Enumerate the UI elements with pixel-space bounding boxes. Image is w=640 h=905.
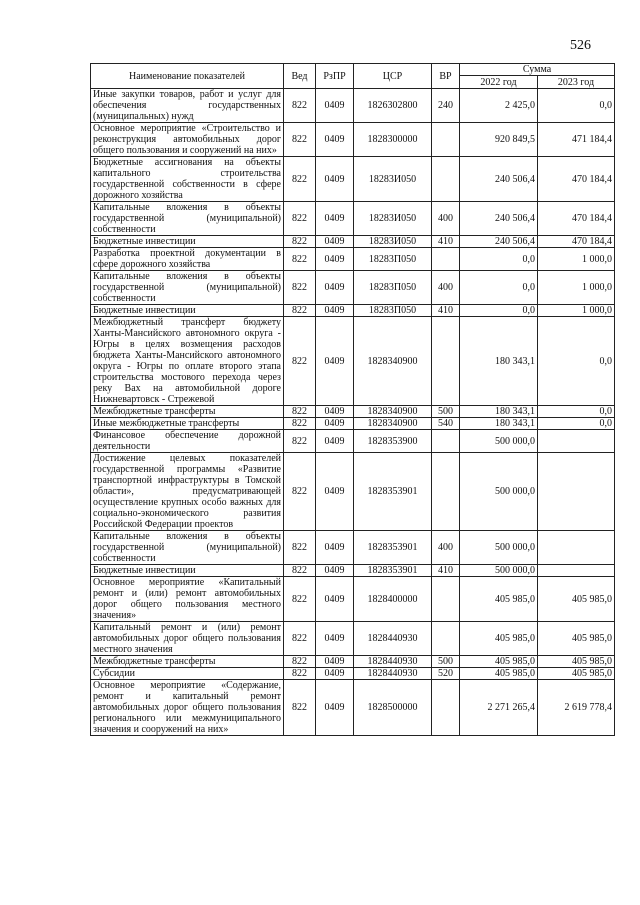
row-name: Достижение целевых показателей государственной программы «Развитие транспортной инфраструктуры в Томской области», предусматривающей осуществление крупных особо важных для социально-экономического развития Российской Федерации проектов	[91, 453, 284, 531]
row-ved: 822	[284, 680, 316, 736]
row-ved: 822	[284, 305, 316, 317]
row-sum-2023: 470 184,4	[538, 202, 615, 236]
header-2023: 2023 год	[538, 76, 615, 89]
row-name: Капитальные вложения в объекты государственной (муниципальной) собственности	[91, 271, 284, 305]
row-name: Иные межбюджетные трансферты	[91, 418, 284, 430]
row-sum-2023: 0,0	[538, 317, 615, 406]
row-csr: 18283П050	[354, 305, 432, 317]
row-name: Межбюджетный трансферт бюджету Ханты-Мансийского автономного округа - Югры в целях возмещения расходов бюджета Ханты-Мансийского автономного округа - Югры по оплате второго этапа строительства мостового перехода через реку Вах на автомобильной дороге Нижневартовск - Стрежевой	[91, 317, 284, 406]
row-sum-2023: 405 985,0	[538, 668, 615, 680]
table-row	[91, 236, 615, 248]
row-sum-2022: 2 425,0	[460, 89, 538, 123]
row-rzpr: 0409	[316, 680, 354, 736]
row-rzpr: 0409	[316, 577, 354, 622]
row-sum-2023: 1 000,0	[538, 248, 615, 271]
row-vr: 540	[432, 418, 460, 430]
row-sum-2023	[538, 565, 615, 577]
row-csr: 18283П050	[354, 248, 432, 271]
row-rzpr: 0409	[316, 406, 354, 418]
row-csr: 1828500000	[354, 680, 432, 736]
row-csr: 1828353900	[354, 430, 432, 453]
row-ved: 822	[284, 406, 316, 418]
row-vr	[432, 680, 460, 736]
row-rzpr: 0409	[316, 656, 354, 668]
row-csr: 1828353901	[354, 531, 432, 565]
row-csr: 1828440930	[354, 656, 432, 668]
row-vr: 240	[432, 89, 460, 123]
row-sum-2022: 405 985,0	[460, 622, 538, 656]
header-rzpr: РзПР	[316, 64, 354, 89]
row-csr: 1828440930	[354, 668, 432, 680]
row-rzpr: 0409	[316, 157, 354, 202]
row-vr	[432, 317, 460, 406]
row-ved: 822	[284, 236, 316, 248]
row-csr: 1828400000	[354, 577, 432, 622]
row-sum-2023	[538, 453, 615, 531]
row-name: Бюджетные инвестиции	[91, 305, 284, 317]
row-sum-2022: 240 506,4	[460, 236, 538, 248]
row-name: Межбюджетные трансферты	[91, 406, 284, 418]
table-row	[91, 418, 615, 430]
table-row	[91, 202, 615, 236]
row-name: Бюджетные инвестиции	[91, 565, 284, 577]
table-row	[91, 157, 615, 202]
row-vr: 500	[432, 656, 460, 668]
row-vr	[432, 622, 460, 656]
row-ved: 822	[284, 248, 316, 271]
row-name: Основное мероприятие «Капитальный ремонт и (или) ремонт автомобильных дорог общего пользования местного значения»	[91, 577, 284, 622]
row-sum-2022: 180 343,1	[460, 418, 538, 430]
header-sum: Сумма	[460, 64, 615, 76]
row-sum-2022: 920 849,5	[460, 123, 538, 157]
row-name: Основное мероприятие «Содержание, ремонт и капитальный ремонт автомобильных дорог общего пользования регионального или межмуниципального значения и сооружений на них»	[91, 680, 284, 736]
row-rzpr: 0409	[316, 430, 354, 453]
table-row	[91, 531, 615, 565]
table-row	[91, 406, 615, 418]
row-name: Субсидии	[91, 668, 284, 680]
row-vr	[432, 157, 460, 202]
row-sum-2022: 2 271 265,4	[460, 680, 538, 736]
row-name: Бюджетные ассигнования на объекты капитального строительства государственной собственности в сфере дорожного хозяйства	[91, 157, 284, 202]
row-sum-2023	[538, 430, 615, 453]
row-rzpr: 0409	[316, 565, 354, 577]
row-name: Межбюджетные трансферты	[91, 656, 284, 668]
header-2022: 2022 год	[460, 76, 538, 89]
row-sum-2023: 471 184,4	[538, 123, 615, 157]
table-row	[91, 271, 615, 305]
row-rzpr: 0409	[316, 668, 354, 680]
row-sum-2023	[538, 531, 615, 565]
table-row	[91, 565, 615, 577]
row-vr: 410	[432, 565, 460, 577]
row-rzpr: 0409	[316, 305, 354, 317]
row-csr: 18283И050	[354, 236, 432, 248]
table-row	[91, 622, 615, 656]
row-sum-2023: 0,0	[538, 418, 615, 430]
row-name: Капитальный ремонт и (или) ремонт автомобильных дорог общего пользования местного значения	[91, 622, 284, 656]
row-csr: 1828340900	[354, 418, 432, 430]
row-vr	[432, 248, 460, 271]
row-csr: 18283П050	[354, 271, 432, 305]
row-vr: 500	[432, 406, 460, 418]
row-ved: 822	[284, 622, 316, 656]
row-csr: 1828353901	[354, 565, 432, 577]
row-sum-2022: 0,0	[460, 271, 538, 305]
row-vr	[432, 577, 460, 622]
row-ved: 822	[284, 202, 316, 236]
row-sum-2022: 0,0	[460, 248, 538, 271]
row-ved: 822	[284, 89, 316, 123]
row-rzpr: 0409	[316, 123, 354, 157]
row-csr: 1828340900	[354, 317, 432, 406]
row-rzpr: 0409	[316, 453, 354, 531]
header-vr: ВР	[432, 64, 460, 89]
table-row	[91, 89, 615, 123]
row-csr: 1826302800	[354, 89, 432, 123]
row-ved: 822	[284, 317, 316, 406]
table-row	[91, 248, 615, 271]
row-csr: 18283И050	[354, 202, 432, 236]
row-csr: 1828440930	[354, 622, 432, 656]
row-vr: 400	[432, 531, 460, 565]
row-sum-2022: 240 506,4	[460, 202, 538, 236]
table-row	[91, 453, 615, 531]
row-name: Разработка проектной документации в сфере дорожного хозяйства	[91, 248, 284, 271]
table-row	[91, 680, 615, 736]
row-sum-2023: 1 000,0	[538, 305, 615, 317]
row-name: Капитальные вложения в объекты государственной (муниципальной) собственности	[91, 202, 284, 236]
row-ved: 822	[284, 565, 316, 577]
table-row	[91, 123, 615, 157]
row-ved: 822	[284, 453, 316, 531]
row-csr: 18283И050	[354, 157, 432, 202]
row-rzpr: 0409	[316, 531, 354, 565]
row-name: Бюджетные инвестиции	[91, 236, 284, 248]
row-rzpr: 0409	[316, 89, 354, 123]
header-csr: ЦСР	[354, 64, 432, 89]
row-ved: 822	[284, 430, 316, 453]
table-body	[91, 89, 615, 736]
row-ved: 822	[284, 418, 316, 430]
row-ved: 822	[284, 668, 316, 680]
row-sum-2023: 405 985,0	[538, 656, 615, 668]
row-rzpr: 0409	[316, 202, 354, 236]
row-csr: 1828353901	[354, 453, 432, 531]
row-vr	[432, 430, 460, 453]
header-name: Наименование показателей	[91, 64, 284, 89]
row-vr: 520	[432, 668, 460, 680]
row-sum-2022: 240 506,4	[460, 157, 538, 202]
row-rzpr: 0409	[316, 317, 354, 406]
row-sum-2023: 405 985,0	[538, 577, 615, 622]
row-name: Финансовое обеспечение дорожной деятельности	[91, 430, 284, 453]
row-vr: 400	[432, 271, 460, 305]
row-rzpr: 0409	[316, 236, 354, 248]
table-row	[91, 668, 615, 680]
row-ved: 822	[284, 271, 316, 305]
table-row	[91, 430, 615, 453]
row-sum-2022: 500 000,0	[460, 453, 538, 531]
row-vr: 410	[432, 236, 460, 248]
row-sum-2022: 500 000,0	[460, 531, 538, 565]
row-ved: 822	[284, 577, 316, 622]
row-sum-2022: 180 343,1	[460, 406, 538, 418]
row-rzpr: 0409	[316, 622, 354, 656]
row-rzpr: 0409	[316, 271, 354, 305]
row-sum-2022: 500 000,0	[460, 565, 538, 577]
row-sum-2023: 2 619 778,4	[538, 680, 615, 736]
row-sum-2023: 470 184,4	[538, 157, 615, 202]
row-sum-2022: 405 985,0	[460, 577, 538, 622]
row-sum-2022: 0,0	[460, 305, 538, 317]
row-ved: 822	[284, 123, 316, 157]
row-sum-2022: 180 343,1	[460, 317, 538, 406]
row-csr: 1828340900	[354, 406, 432, 418]
row-sum-2022: 405 985,0	[460, 668, 538, 680]
row-rzpr: 0409	[316, 418, 354, 430]
budget-table	[90, 63, 615, 736]
page-number: 526	[570, 38, 591, 53]
row-vr: 410	[432, 305, 460, 317]
row-ved: 822	[284, 531, 316, 565]
row-vr	[432, 123, 460, 157]
row-name: Иные закупки товаров, работ и услуг для обеспечения государственных (муниципальных) нужд	[91, 89, 284, 123]
row-name: Капитальные вложения в объекты государственной (муниципальной) собственности	[91, 531, 284, 565]
row-ved: 822	[284, 656, 316, 668]
row-sum-2022: 500 000,0	[460, 430, 538, 453]
row-sum-2022: 405 985,0	[460, 656, 538, 668]
header-ved: Вед	[284, 64, 316, 89]
row-vr	[432, 453, 460, 531]
row-sum-2023: 405 985,0	[538, 622, 615, 656]
row-name: Основное мероприятие «Строительство и реконструкция автомобильных дорог общего пользования и сооружений на них»	[91, 123, 284, 157]
table-row	[91, 305, 615, 317]
row-ved: 822	[284, 157, 316, 202]
table-row	[91, 577, 615, 622]
table-row	[91, 656, 615, 668]
row-sum-2023: 470 184,4	[538, 236, 615, 248]
row-sum-2023: 0,0	[538, 89, 615, 123]
row-vr: 400	[432, 202, 460, 236]
row-rzpr: 0409	[316, 248, 354, 271]
row-csr: 1828300000	[354, 123, 432, 157]
table-row	[91, 317, 615, 406]
row-sum-2023: 0,0	[538, 406, 615, 418]
row-sum-2023: 1 000,0	[538, 271, 615, 305]
